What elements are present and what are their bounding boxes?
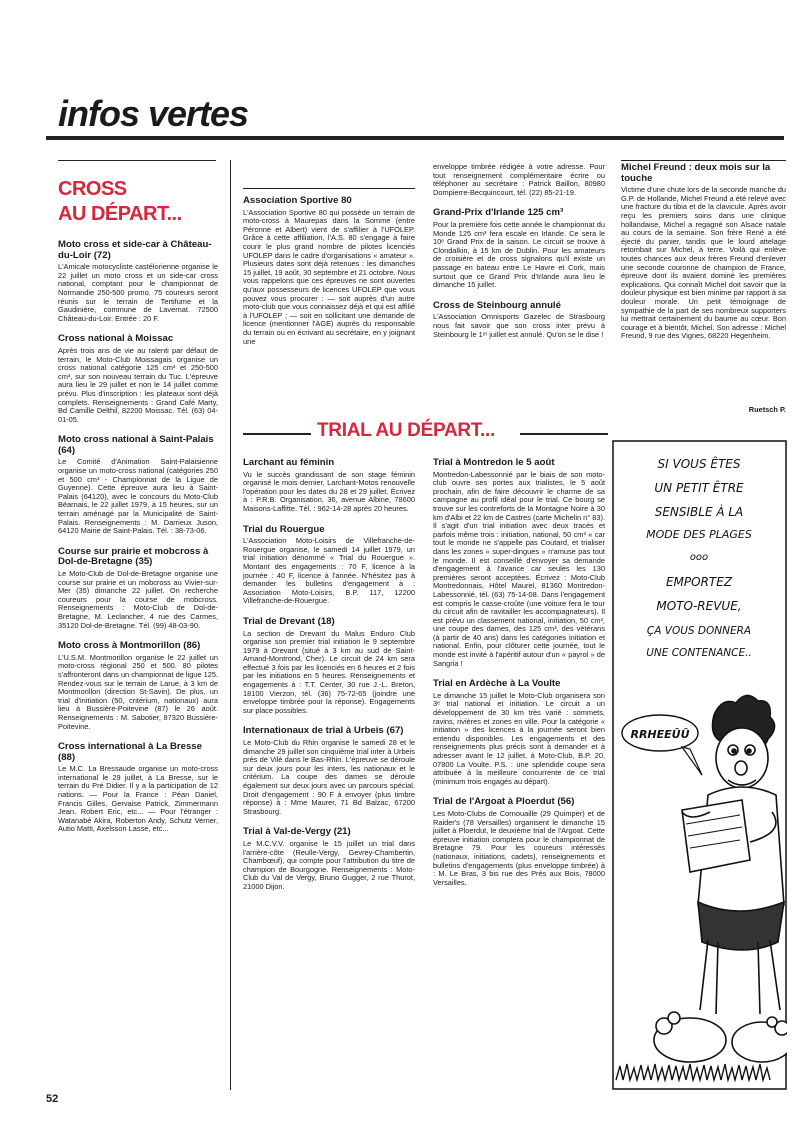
cartoon-caption-line: EMPORTEZ [665, 575, 733, 589]
trial-rule-left [243, 433, 311, 435]
header-rule [46, 136, 784, 140]
article-body: Le Comité d'Animation Saint-Palaisienne organise un moto-cross national (catégories 250 et 500 cm³ - Championnat de la Ligue de Guyenne). Cette épreuve aura lieu à Saint-Palais (64120), avec le concours du Moto-Club Béarnais, le 22 juillet 1979, à 15 heures, sur un terrain aménagé par la Municipalité de Saint-Palais. Renseignements : M. Darrieux Juson, 64120 Mairie de Saint-Palais. Tél. : 38-73-06. [58, 457, 218, 536]
article-title: Trial de l'Argoat à Ploerdut (56) [433, 796, 575, 808]
article-body: Le M.C. La Bressaude organise un moto-cross international le 29 juillet, à La Bresse, sur le terrain du Pré Didier. Il y a la participation de 12 nations. — Pour la France : Péan Daniel, Francis Gilles, Gervaise Patrick, Zimmermann Jean, Robert Eric, etc... — Pour l'étranger : Watanabé Akira, Roberton Andy, Schutz Verner, Autio Matti, Axelsson Lasse, etc... [58, 764, 218, 834]
article-title: Association Sportive 80 [243, 195, 352, 206]
column-rule-top-1 [58, 160, 216, 161]
cartoon-caption-line: ÇA VOUS DONNERA [646, 625, 752, 637]
cross-heading-line1: CROSS [58, 178, 127, 200]
article-title: Cross de Steinbourg annulé [433, 299, 561, 311]
article-body: L'Amicale motocycliste castélorienne organise le 22 juillet un moto cross et un side-car cross national, comptant pour le championnat de Normandie 250-500 promo. 75 coureurs seront réunis sur le terrain de Tertifume et la Gaudinière, commune de Lavernat. 72500 Château-du-Loir. Entrée : 20 F. [58, 262, 218, 323]
cartoon-caption-line: UNE CONTENANCE.. [646, 647, 752, 659]
article-title: Moto cross à Montmorillon (86) [58, 640, 201, 652]
page-title: infos vertes [58, 93, 249, 134]
article-body: Après trois ans de vie au ralenti par défaut de terrain, le Moto-Club Moissagais organise un cross national catégorie 125 cm³ et 250-500 cm³, sur son nouveau terrain du Tuc. L'épreuve aura lieu le 29 juillet et non le 14 juillet comme prévu. Plus d'inscription : les plateaux sont déjà complets. Renseignements : Grand Café Marty, Bd Camille Delthil, 82200 Moissac. Tél. (63) 04-01-05. [58, 345, 218, 424]
column-3-bottom [433, 458, 605, 887]
article-body: Victime d'une chute lors de la seconde manche du G.P. de Hollande, Michel Freund a été relevé avec une fracture du tibia et de la clavicule. Après avoir reçu les premiers soins dans une clinique hollandaise, Michel a regagné son Alsace natale au cours de la semaine. Son frère René a été éjecté du panier, tandis que le lourd attelage retombait sur Michel, à terre. Voilà qui enlève toutes chances aux deux frères Freund d'enlever une seconde couronne de champion de France, épreuve dont ils avaient dominé les premières explications. Qui connaît Michel doit savoir que la douleur physique est bien minime par rapport à sa douleur morale. Un petit témoignage de sympathie de la part de ses nombreux supporters lui mettrait certainement du baume au cœur. Bon courage et à bientôt, Michel. Son adresse : Michel Freund, 9 rue des Vignes, 68220 Hegenheim. [621, 185, 786, 341]
article-body: Le Moto-Club de Dol-de-Bretagne organise une course sur prairie et un mobcross au Vivier-sur-Mer (35) dimanche 22 juillet. On recherche coureurs pour la course de mobcross. Renseignements : Moto-Club de Dol-de-Bretagne, M. Leclancher, 4 rue des Carmes, 35120 Dol-de-Bretagne. Tél. (99) 48-03-90. [58, 569, 218, 630]
article-title: Trial du Rouergue [243, 523, 325, 535]
cartoon-caption-line: UN PETIT ÊTRE [654, 481, 744, 495]
article-title: Moto cross et side-car à Château-du-Loir (72) [58, 239, 212, 261]
cartoon-caption-line: MODE DES PLAGES [646, 528, 752, 541]
cartoon-caption-line: MOTO-REVUE, [656, 599, 742, 613]
column-2-top [243, 196, 415, 346]
column-2-bottom [243, 458, 415, 892]
article-title: Course sur prairie et mobcross à Dol-de-Bretagne (35) [58, 545, 209, 568]
cartoon-caption-line: SENSIBLE À LA [654, 505, 744, 519]
page-number: 52 [46, 1093, 59, 1105]
article-body: L'U.S.M. Montmorillon organise le 22 juillet un moto-cross régional 250 et 500. 80 pilotes s'affronteront dans un championnat de ligue 125. Rendez-vous sur le terrain de Larue, à 3 km de Montmorillon (direction St-Savin). De plus, un trial d'initiation (50, critérium, nationaux) aura lieu à Bussière-Poitevine (87) le 26 août. Renseignements : M. Sabotier, 87320 Bussière-Poitevine. [58, 652, 218, 731]
article-body: Le dimanche 15 juillet le Moto-Club organisera son 3ᵉ trial national et initiation. Le circuit a un développement de 30 km très varié : sommets, ravins, rivières et zones en ville. Pour la catégorie « initiation » des licences à la journée seront bien entendu disponibles. Les engagements et des renseignements plus précis sont à demander et à adresser avant le 12 juillet, à Moto-Club, B.P. 20, 07800 La Voulte. P.S. : une splendide coupe sera attribuée à la meilleure concurrente de ce trial (minimum trois engagés au départ). [433, 690, 605, 786]
article-title: Trial à Montredon le 5 août [433, 457, 555, 468]
article-body: L'Association Omnisports Gazelec de Strasbourg nous fait savoir que son cross inter prévu à Steinbourg le 1ᵉʳ juillet est annulé. Qu'on se le dise ! [433, 312, 605, 339]
cartoon-caption-line: SI VOUS ÊTES [657, 457, 741, 471]
article-title: Trial en Ardèche à La Voulte [433, 678, 561, 690]
column-rule-top-4 [621, 160, 786, 161]
cross-heading-line2: AU DÉPART... [58, 203, 182, 225]
article-body: Pour la première fois cette année le championnat du Monde 125 cm³ fera escale en Irlande. Ce sera le 10ᵉ Grand Prix de la saison. Le circuit se trouve à Clondalkin, à 15 km de Dublin. Pour les amateurs de croisière et de cross signalons qu'il existe un passage en bateau entre Le Havre et Cork, mais surtout que ce Grand Prix d'Irlande aura lieu le dimanche 15 juillet. [433, 219, 605, 290]
cartoon-caption-line: ooo [689, 552, 709, 563]
cartoon-illustration [612, 440, 787, 1090]
article-body: L'Association Sportive 80 qui possède un terrain de moto-cross à Maurepas dans la Somme (entre Péronne et Albert) vient de s'affilier à l'UFOLEP. Grâce à cette affiliation, l'A.S. 80 s'engage à faire courir le plus grand nombre de pilotes licenciés UFOLEP dans le cadre d'organisations « amateur ». Plusieurs dates sont déjà retenues : les dimanches 15 juillet, 19 août, 30 septembre et 21 octobre. Nous vous rappelons que ces épreuves ne sont ouvertes qu'aux possesseurs de licences UFOLEP que vous pouvez vous procurer : — soit auprès d'un autre moto-club que vous connaissez déjà et qui est affilié à l'UFOLEP ; — soit en sollicitant une demande de licence (mentionner l'AGE) auprès du responsable du terrain ou en écrivant au secrétaire, en y joignant une [243, 207, 415, 346]
signature: Ruetsch P. [748, 405, 786, 414]
article-body: enveloppe timbrée rédigée à votre adresse. Pour tout renseignement complémentaire écrire ou téléphoner au secrétaire : Patrick Baillon, 80980 Dompierre-Becquincourt, tél. (22) 85-21-19. [433, 162, 605, 197]
article-title: Grand-Prix d'Irlande 125 cm³ [433, 207, 564, 219]
article-body: Montredon-Labessonnié par le biais de son moto-club ouvre ses portes aux trialistes, le 5 août prochain, afin de faire découvrir le charme de sa campagne au profil idéal pour le trial. Ce bourg se trouve sur les contreforts de la Montagne Noire à 30 km d'Albi et 22 km de Castres (carte Michelin n° 83). Il s'agit d'un trial initiation avec deux tracés et parfois même trois : initiation, national, 50 cm³ « car tout le monde ne s'appelle pas Coutard, et trialiser dans les zones « super-dingues » n'amuse pas tout le monde. Il est conseillé d'envoyer sa demande d'engagement à l'avance car seules les 130 premières seront acceptées. Écrivez : Moto-Club Montredonnais, Hôtel Maurel, 81360 Montredon-Labessonnié, tél. (63) 75-14-08. Dans l'engagement est compris le casse-croûte (une voiture fera le tour du circuit afin de ravitailler les accompagnateurs). Il est prévu un classement national, initiation, 50 cm³, une coupe des dames, des 125 cm³, des vétérans (à partir de 40 ans) dans les catégories initiation et national. Enfin, pour clôturer cette journée, tout le monde est invité à l'apéritif autour d'un « payrol » de Sangria ! [433, 469, 605, 668]
article-body: L'Association Moto-Loisirs de Villefranche-de-Rouergue organise, le samedi 14 juillet 1979, un trial initiation dénommé « Trial du Rouergue ». Montant des engagements : 70 F, licence à la journée : 40 F, licence à l'année. N'hésitez pas à demander les bulletins d'engagement à : Association Moto-Loisirs, B.P. 117, 12200 Villefranche-de-Rouergue. [243, 536, 415, 606]
speech-bubble-text: RRHEEÛÛ [630, 728, 690, 741]
column-1 [58, 240, 218, 834]
article-title: Cross national à Moissac [58, 333, 174, 345]
column-3-top [433, 163, 605, 339]
column-4-top [621, 163, 786, 341]
article-body: Le M.C.V.V. organise le 15 juillet un trial dans l'arrière-côte (Reulle-Vergy, Gevrey-Chambertin, Chambœuf), qui compte pour l'attribution du titre de champion de Bourgogne. Renseignements : Moto-Club du Val de Vergy, Bruno Gugger, 2 rue Thurot, 21000 Dijon. [243, 838, 415, 891]
trial-rule-right [520, 433, 608, 435]
vertical-divider-1 [230, 160, 231, 1090]
article-title: Trial de Drevant (18) [243, 615, 335, 627]
column-rule-top-2 [243, 188, 415, 189]
article-body: La section de Drevant du Malus Enduro Club organise son premier trial initiation le 9 septembre 1979 à Drevant (situé à 3 km au sud de Saint-Amand-Montrond, Cher). Le circuit de 24 km sera effectué 3 fois par les licenciés en 6 heures et 2 fois par les initiations en 5 heures. Renseignements et engagements à : T.T. Center, 30 rue J.-L. Breton, 18100 Vierzon, tél. (36) 75-72-65 (joindre une enveloppe timbrée pour la réponse). Engagements sur place possibles. [243, 628, 415, 715]
article-title: Larchant au féminin [243, 457, 335, 468]
article-title: Cross international à La Bresse (88) [58, 741, 202, 763]
article-title: Michel Freund : deux mois sur la touche [621, 162, 771, 184]
article-body: Les Moto-Clubs de Cornouaille (29 Quimper) et de Raider's (78 Versailles) organisent le dimanche 15 juillet à Ploerdut, le deuxième trial de l'Argoat. Cette épreuve initiation comptera pour le championnat de Bretagne 79. Pour les coureurs intéressés (nationaux, initiations, cadets), renseignements et bulletins d'engagements (plus enveloppe timbrée) à : M. Le Bras, 3 bis rue des Prés aux Bois, 78000 Versailles. [433, 808, 605, 887]
article-title: Trial à Val-de-Vergy (21) [243, 826, 351, 838]
article-title: Moto cross national à Saint-Palais (64) [58, 434, 214, 456]
trial-heading: TRIAL AU DÉPART... [317, 420, 495, 441]
article-title: Internationaux de trial à Urbeis (67) [243, 725, 404, 737]
cross-heading [58, 177, 182, 227]
article-body: Vu le succès grandissant de son stage féminin organisé le mois dernier, Larchant-Motos renouvelle l'opération pour les dates du 28 et 29 juillet. Écrivez à : P.R.B. Organisation, 36, avenue Albine, 78600 Maisons-Laffitte. Tél. : 962-14-28 après 20 heures. [243, 469, 415, 513]
article-body: Le Moto-Club du Rhin organise le samedi 28 et le dimanche 29 juillet son cinquième trial inter à Urbeis près de Vilé dans le Bas-Rhin. L'épreuve se déroule sur deux jours pour les inters, les nationaux et le critérium. La coupe des dames se déroule également sur deux jours avec un parcours spécial. Droit d'engagement : 90 F à envoyer (plus timbre réponse) à : Mme Maurer, 71 Bd Balzac, 67200 Strasbourg. [243, 738, 415, 816]
